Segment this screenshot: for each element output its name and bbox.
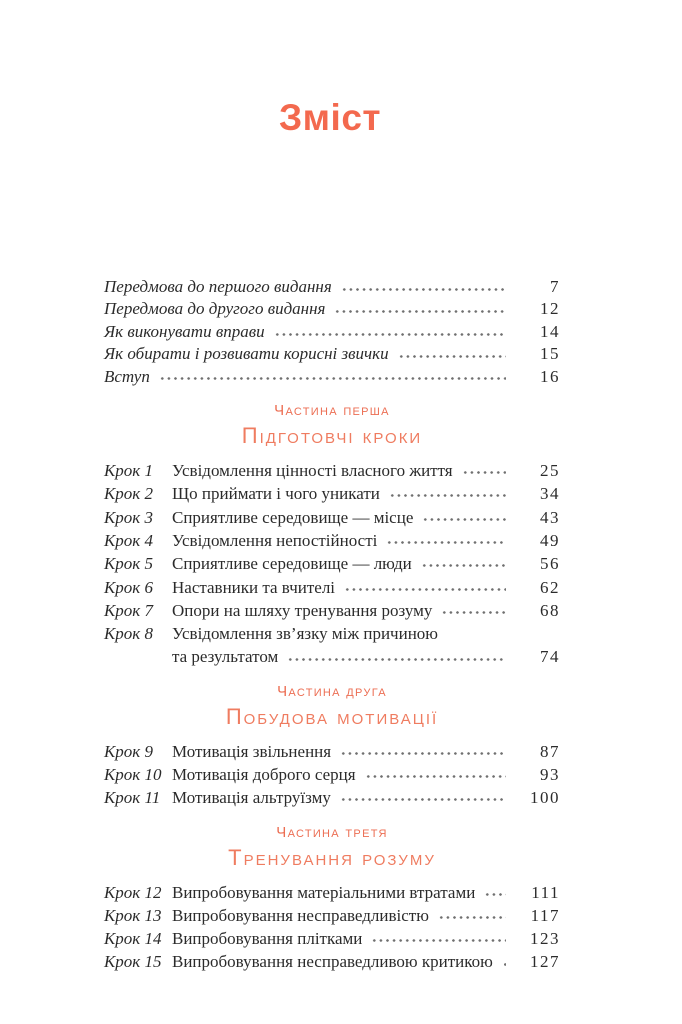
part-label: Частина друга — [277, 682, 387, 700]
entry-title: Мотивація альтруїзму — [172, 788, 331, 808]
entry-number: Крок 3 — [104, 507, 153, 527]
entry-page-number: 7 — [550, 277, 560, 296]
entry-title: Сприятливе середовище — місце — [172, 507, 414, 527]
entry-page-number: 34 — [540, 484, 560, 504]
entry-page-number: 127 — [530, 952, 560, 972]
toc-content — [104, 276, 560, 974]
part-entries — [104, 740, 560, 810]
dot-leader — [340, 751, 506, 756]
entry-number: Крок 1 — [104, 461, 153, 481]
dot-leader — [462, 470, 506, 475]
entry-title: Передмова до першого видання — [104, 277, 332, 296]
dot-leader — [422, 517, 506, 522]
toc-entry-continuation — [104, 645, 560, 668]
part-heading — [104, 402, 560, 448]
entry-number: Крок 8 — [104, 624, 153, 644]
entry-title: Усвідомлення цінності власного життя — [172, 461, 453, 481]
entry-number: Крок 13 — [104, 905, 162, 925]
dot-leader — [502, 962, 506, 967]
toc-entry — [104, 506, 560, 529]
dot-leader — [340, 797, 506, 802]
entry-page-number: 14 — [540, 321, 560, 341]
entry-number: Крок 12 — [104, 882, 162, 902]
entry-page-number: 25 — [540, 461, 560, 481]
page-title: Зміст — [278, 97, 382, 138]
dot-leader — [287, 657, 506, 662]
entry-page-number: 49 — [540, 530, 560, 550]
toc-entry — [104, 881, 560, 904]
dot-leader — [274, 332, 506, 337]
toc-entry — [104, 786, 560, 809]
entry-title: Усвідомлення непостійності — [172, 530, 378, 550]
toc-entry — [104, 482, 560, 505]
entry-page-number: 56 — [540, 554, 560, 574]
entry-title: Вступ — [104, 366, 150, 386]
entry-title: Випробовування несправедливістю — [172, 905, 429, 925]
entry-page-number: 111 — [531, 882, 560, 902]
dot-leader — [344, 587, 506, 592]
toc-entry — [104, 599, 560, 622]
entry-page-number: 123 — [530, 929, 560, 949]
entry-number: Крок 10 — [104, 765, 162, 784]
entry-number: Крок 11 — [104, 788, 161, 808]
entry-page-number: 43 — [540, 507, 560, 527]
front-matter-list — [104, 276, 560, 388]
entry-number: Крок 14 — [104, 929, 162, 949]
toc-entry — [104, 459, 560, 482]
entry-title: Мотивація звільнення — [172, 741, 332, 761]
entry-page-number: 87 — [540, 741, 560, 761]
entry-title: Випробовування несправедливою критикою — [172, 952, 493, 972]
toc-entry — [104, 740, 560, 763]
toc-section-part-1 — [104, 402, 560, 669]
toc-entry — [104, 276, 560, 298]
toc-entry — [104, 298, 560, 320]
dot-leader — [421, 563, 506, 568]
entry-title: Що приймати і чого уникати — [172, 484, 380, 504]
toc-entry — [104, 622, 560, 645]
entry-page-number: 62 — [540, 577, 560, 597]
entry-page-number: 12 — [540, 299, 560, 319]
entry-number: Крок 4 — [104, 530, 153, 550]
part-title: Тренування розуму — [228, 844, 436, 870]
toc-entry — [104, 904, 560, 927]
entry-number: Крок 15 — [104, 952, 162, 972]
part-title: Підготовчі кроки — [241, 423, 423, 449]
entry-number: Крок 9 — [104, 741, 153, 761]
toc-entry — [104, 950, 560, 973]
dot-leader — [438, 915, 506, 920]
part-entries — [104, 881, 560, 974]
dot-leader — [365, 774, 506, 779]
entry-title: Передмова до другого видання — [104, 299, 326, 319]
entry-page-number: 93 — [540, 765, 560, 784]
entry-title: Випробовування плітками — [172, 929, 363, 949]
dot-leader — [371, 938, 506, 943]
entry-page-number: 100 — [530, 788, 560, 808]
entry-number: Крок 5 — [104, 554, 153, 574]
entry-title: Як виконувати вправи — [104, 321, 265, 341]
entry-title: Як обирати і розвивати корисні звички — [104, 344, 389, 364]
entry-page-number: 16 — [540, 366, 560, 386]
toc-section-part-3 — [104, 824, 560, 974]
toc-entry — [104, 343, 560, 365]
dot-leader — [334, 309, 506, 314]
part-heading — [104, 824, 560, 870]
toc-entry — [104, 763, 560, 786]
dot-leader — [386, 540, 506, 545]
toc-entry — [104, 927, 560, 950]
entry-page-number: 117 — [530, 905, 560, 925]
entry-page-number: 15 — [540, 344, 560, 364]
entry-page-number: 74 — [540, 647, 560, 667]
part-label: Частина третя — [276, 823, 388, 841]
toc-entry — [104, 552, 560, 575]
toc-entry — [104, 366, 560, 388]
part-label: Частина перша — [274, 402, 390, 420]
entry-title: Мотивація доброго серця — [172, 765, 356, 784]
toc-entry — [104, 321, 560, 343]
dot-leader — [389, 493, 506, 498]
part-entries — [104, 459, 560, 669]
toc-entry — [104, 576, 560, 599]
dot-leader — [341, 287, 506, 292]
entry-page-number: 68 — [540, 600, 560, 620]
entry-title: Опори на шляху тренування розуму — [172, 600, 433, 620]
part-title: Побудова мотивації — [225, 703, 439, 729]
entry-title: Усвідомлення зв’язку між причиною — [172, 624, 438, 644]
dot-leader — [484, 892, 506, 897]
entry-number: Крок 7 — [104, 600, 153, 620]
dot-leader — [159, 376, 506, 381]
entry-number: Крок 6 — [104, 577, 153, 597]
entry-title-line2: та результатом — [172, 647, 279, 667]
toc-entry — [104, 529, 560, 552]
dot-leader — [441, 610, 506, 615]
entry-title: Випробовування матеріальними втратами — [172, 882, 476, 902]
part-heading — [104, 683, 560, 729]
dot-leader — [398, 354, 506, 359]
entry-title: Наставники та вчителі — [172, 577, 336, 597]
entry-number: Крок 2 — [104, 484, 153, 504]
entry-title: Сприятливе середовище — люди — [172, 554, 412, 574]
toc-section-part-2 — [104, 683, 560, 810]
